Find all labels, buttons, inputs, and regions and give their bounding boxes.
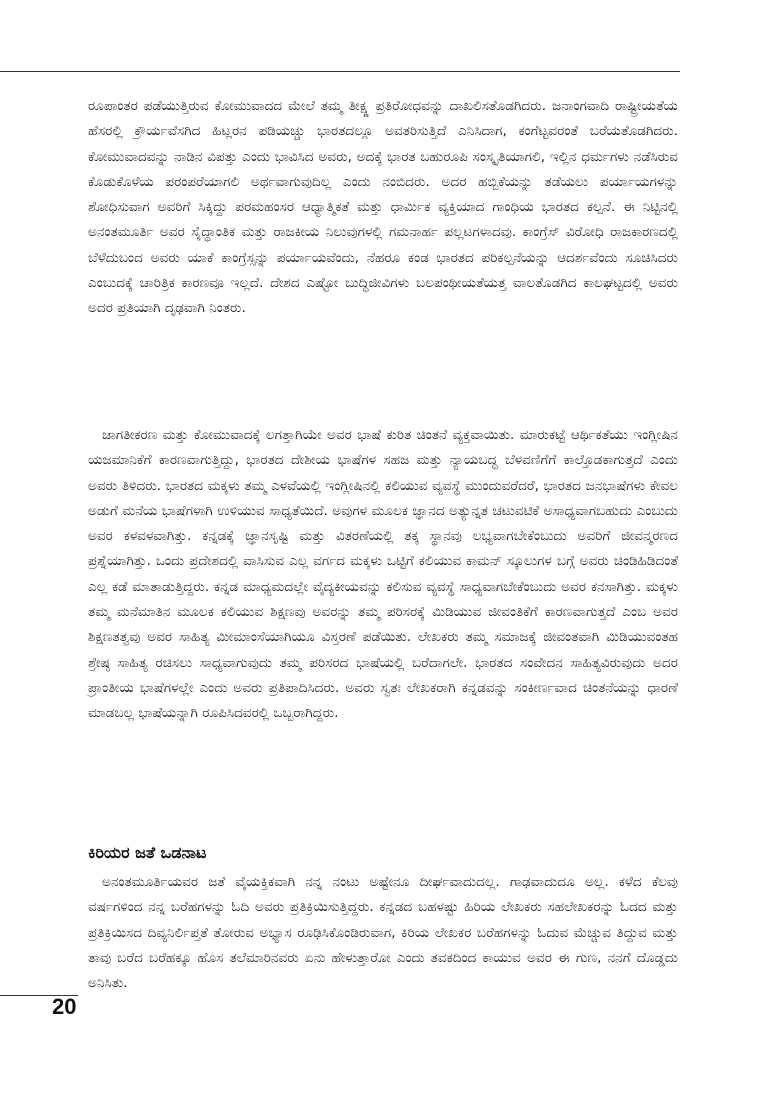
header-rule — [0, 71, 680, 72]
body-paragraph-2: ಜಾಗತೀಕರಣ ಮತ್ತು ಕೋಮುವಾದಕ್ಕೆ ಲಗತ್ತಾಗಿಯೇ ಅವರ ಭಾಷೆ ಕುರಿತ ಚಿಂತನೆ ವ್ಯಕ್ತವಾಯಿತು. ಮಾರುಕಟ್ಟೆ ಆರ್ಥಿಕತೆಯು ಇಂಗ್ಲೀಷಿನ ಯಜಮಾನಿಕೆಗೆ ಕಾರಣವಾಗುತ್ತಿದ್ದು, ಭಾರತದ ದೇಶೀಯ ಭಾಷೆಗಳ ಸಹಜ ಮತ್ತು ನ್ಯಾಯಬದ್ಧ ಬೆಳವಣಿಗೆಗೆ ಕಾಲ್ತೊಡಕಾಗುತ್ತದೆ ಎಂದು ಅವರು ತಿಳಿದರು. ಭಾರತದ ಮಕ್ಕಳು ತಮ್ಮ ಎಳವೆಯಲ್ಲಿ ಇಂಗ್ಲೀಷಿನಲ್ಲಿ ಕಲಿಯುವ ವ್ಯವಸ್ಥೆ ಮುಂದುವರೆದರೆ, ಭಾರತದ ಜನಭಾಷೆಗಳು ಕೇವಲ ಅಡುಗೆ ಮನೆಯ ಭಾಷೆಗಳಾಗಿ ಉಳಿಯುವ ಸಾಧ್ಯತೆಯಿದೆ. ಅವುಗಳ ಮೂಲಕ ಜ್ಞಾನದ ಅತ್ಯುನ್ನತ ಚಟುವಟಿಕೆ ಅಸಾಧ್ಯವಾಗಬಹುದು ಎಂಬುದು ಅವರ ಕಳವಳವಾಗಿತ್ತು. ಕನ್ನಡಕ್ಕೆ ಜ್ಞಾನಸೃಷ್ಟಿ ಮತ್ತು ವಿತರಣೆಯಲ್ಲಿ ತಕ್ಕ ಸ್ಥಾನವು ಲಭ್ಯವಾಗಬೇಕೆಂಬುದು ಅವರಿಗೆ ಜೀವನ್ಮರಣದ ಪ್ರಶ್ನೆಯಾಗಿತ್ತು. ಒಂದು ಪ್ರದೇಶದಲ್ಲಿ ವಾಸಿಸುವ ಎಲ್ಲ ವರ್ಗದ ಮಕ್ಕಳು ಒಟ್ಟಿಗೆ ಕಲಿಯುವ ಕಾಮನ್ ಸ್ಕೂಲುಗಳ ಬಗ್ಗೆ ಅವರು ಚಿಂಡಿಹಿಡಿದಂತೆ ಎಲ್ಲ ಕಡೆ ಮಾತಾಡುತ್ತಿದ್ದರು. ಕನ್ನಡ ಮಾಧ್ಯಮದಲ್ಲೇ ವೈದ್ಯಕೀಯವನ್ನು ಕಲಿಸುವ ವ್ಯವಸ್ಥೆ ಸಾಧ್ಯವಾಗಬೇಕೆಂಬುದು ಅವರ ಕನಸಾಗಿತ್ತು. ಮಕ್ಕಳು ತಮ್ಮ ಮನೆಮಾತಿನ ಮೂಲಕ ಕಲಿಯುವ ಶಿಕ್ಷಣವು ಅವರನ್ನು ತಮ್ಮ ಪರಿಸರಕ್ಕೆ ಮಿಡಿಯುವ ಜೀವಂತಿಕೆಗೆ ಕಾರಣವಾಗುತ್ತದೆ ಎಂಬ ಅವರ ಶಿಕ್ಷಣತತ್ವವು ಅವರ ಸಾಹಿತ್ಯ ಮೀಮಾಂಸೆಯಾಗಿಯೂ ವಿಸ್ತರಣೆ ಪಡೆಯಿತು. ಲೇಖಕರು ತಮ್ಮ ಸಮಾಜಕ್ಕೆ ಜೀವಂತವಾಗಿ ಮಿಡಿಯುವಂತಹ ಶ್ರೇಷ್ಠ ಸಾಹಿತ್ಯ ರಚಿಸಲು ಸಾಧ್ಯವಾಗುವುದು ತಮ್ಮ ಪರಿಸರದ ಭಾಷೆಯಲ್ಲಿ ಬರೆದಾಗಲೇ. ಭಾರತದ ಸಂವೇದನ ಸಾಹಿತ್ಯವಿರುವುದು ಅದರ ಪ್ರಾಂತೀಯ ಭಾಷೆಗಳಲ್ಲೇ ಎಂದು ಅವರು ಪ್ರತಿಪಾದಿಸಿದರು. ಅವರು ಸ್ವತಃ ಲೇಖಕರಾಗಿ ಕನ್ನಡವನ್ನು ಸಂಕೀರ್ಣವಾದ ಚಿಂತನೆಯನ್ನು ಧಾರಣೆ ಮಾಡಬಲ್ಲ ಭಾಷೆಯನ್ನಾಗಿ ರೂಪಿಸಿದವರಲ್ಲಿ ಒಬ್ಬರಾಗಿದ್ದರು. — [88, 427, 678, 722]
section-heading: ಕಿರಿಯರ ಜತೆ ಒಡನಾಟ — [88, 843, 207, 862]
body-paragraph-1: ರೂಪಾಂತರ ಪಡೆಯುತ್ತಿರುವ ಕೋಮುವಾದದ ಮೇಲೆ ತಮ್ಮ ತೀಕ್ಷ್ಣ ಪ್ರತಿರೋಧವನ್ನು ದಾಖಲಿಸತೊಡಗಿದರು. ಜನಾಂಗವಾದಿ ರಾಷ್ಟ್ರೀಯತೆಯ ಹೆಸರಲ್ಲಿ ಕ್ರೌರ್ಯವೆಸಗಿದ ಹಿಟ್ಲರನ ಪಡಿಯಚ್ಚು ಭಾರತದಲ್ಲೂ ಅವತರಿಸುತ್ತಿದೆ ಎನಿಸಿದಾಗ, ಕಂಗೆಟ್ಟವರಂತೆ ಬರೆಯತೊಡಗಿದರು. ಕೋಮುವಾದವನ್ನು ನಾಡಿನ ವಿಪತ್ತು ಎಂದು ಭಾವಿಸಿದ ಅವರು, ಅದಕ್ಕೆ ಭಾರತ ಬಹುರೂಪಿ ಸಂಸ್ಕೃತಿಯಾಗಲಿ, ಇಲ್ಲಿನ ಧರ್ಮಗಳು ನಡೆಸಿರುವ ಕೊಡುಕೊಳೆಯ ಪರಂಪರೆಯಾಗಲಿ ಅರ್ಥವಾಗುವುದಿಲ್ಲ ಎಂದು ನಂಬಿದರು. ಅದರ ಹಬ್ಬಿಕೆಯನ್ನು ತಡೆಯಲು ಪರ್ಯಾಯಗಳನ್ನು ಶೋಧಿಸುವಾಗ ಅವರಿಗೆ ಸಿಕ್ಕಿದ್ದು ಪರಮಹಂಸರ ಆಧ್ಯಾತ್ಮಿಕತೆ ಮತ್ತು ಧಾರ್ಮಿಕ ವ್ಯಕ್ತಿಯಾದ ಗಾಂಧಿಯ ಭಾರತದ ಕಲ್ಪನೆ. ಈ ನಿಟ್ಟಿನಲ್ಲಿ ಅನಂತಮೂರ್ತಿ ಅವರ ಸೈದ್ಧಾಂತಿಕ ಮತ್ತು ರಾಜಕೀಯ ನಿಲುವುಗಳಲ್ಲಿ ಗಮನಾರ್ಹ ಪಲ್ಲಟಗಳಾದವು. ಕಾಂಗ್ರೆಸ್ ವಿರೋಧಿ ರಾಜಕಾರಣದಲ್ಲಿ ಬೆಳೆದುಬಂದ ಅವರು ಯಾಕೆ ಕಾಂಗ್ರೆಸ್ಸನ್ನು ಪರ್ಯಾಯವೆಂದು, ನೆಹರೂ ಕಂಡ ಭಾರತದ ಪರಿಕಲ್ಪನೆಯನ್ನು ಆದರ್ಶವೆಂದು ಸೂಚಿಸಿದರು ಎಂಬುದಕ್ಕೆ ಚಾರಿತ್ರಿಕ ಕಾರಣವೂ ಇಲ್ಲದೆ. ದೇಶದ ಎಷ್ಟೋ ಬುದ್ಧಿಜೀವಿಗಳು ಬಲಪಂಥೀಯತೆಯತ್ತ ವಾಲತೊಡಗಿದ ಕಾಲಘಟ್ಟದಲ್ಲಿ ಅವರು ಅದರ ಪ್ರತಿಯಾಗಿ ದೃಢವಾಗಿ ನಿಂತರು. — [88, 98, 678, 317]
body-paragraph-3: ಅನಂತಮೂರ್ತಿಯವರ ಜತೆ ವೈಯಕ್ತಿಕವಾಗಿ ನನ್ನ ನಂಟು ಅಷ್ಟೇನೂ ದೀರ್ಘವಾದುದಲ್ಲ. ಗಾಢವಾದುದೂ ಅಲ್ಲ. ಕಳೆದ ಕೆಲವು ವರ್ಷಗಳಿಂದ ನನ್ನ ಬರೆಹಗಳನ್ನು ಓದಿ ಅವರು ಪ್ರತಿಕ್ರಿಯಿಸುತ್ತಿದ್ದರು. ಕನ್ನಡದ ಬಹಳಷ್ಟು ಹಿರಿಯ ಲೇಖಕರು ಸಹಲೇಖಕರನ್ನು ಓದದ ಮತ್ತು ಪ್ರತಿಕ್ರಿಯಿಸದ ದಿವ್ಯನಿರ್ಲಿಪ್ತತೆ ತೋರುವ ಅಭ್ಯಾಸ ರೂಢಿಸಿಕೊಂಡಿರುವಾಗ, ಕಿರಿಯ ಲೇಖಕರ ಬರೆಹಗಳನ್ನು ಓದುವ ಮೆಚ್ಚುವ ತಿದ್ದುವ ಮತ್ತು ತಾವು ಬರೆದ ಬರೆಹಕ್ಕೂ ಹೊಸ ತಲೆಮಾರಿನವರು ಏನು ಹೇಳುತ್ತಾರೋ ಎಂದು ತವಕದಿಂದ ಕಾಯುವ ಅವರ ಈ ಗುಣ, ನನಗೆ ದೊಡ್ಡದು ಅನಿಸಿತು. — [88, 874, 678, 992]
page-number: 20 — [52, 994, 77, 1019]
